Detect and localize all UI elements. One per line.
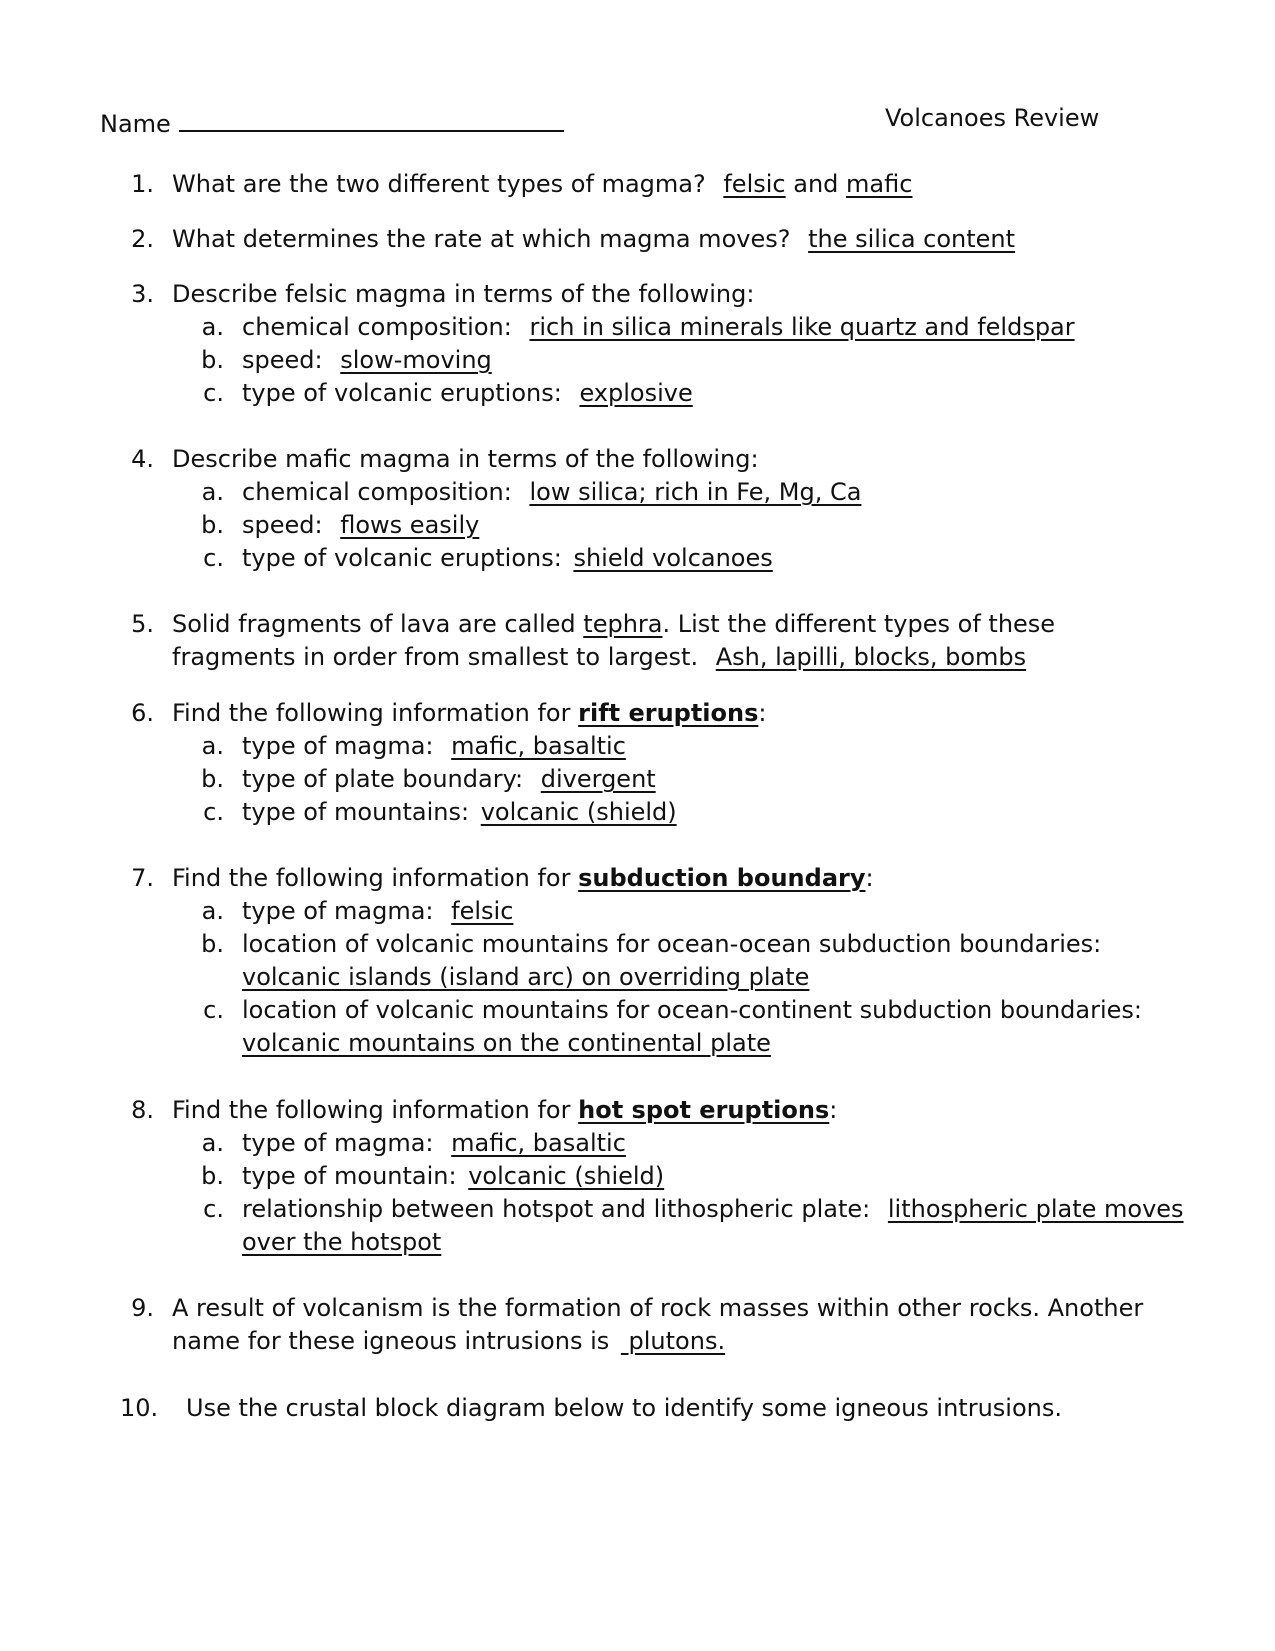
question-text: . List the different types of these	[662, 610, 1056, 638]
sub-letter: b.	[201, 346, 224, 374]
answer: felsic	[723, 170, 786, 198]
sub-label: chemical composition:	[242, 313, 512, 341]
topic-heading: rift eruptions	[578, 699, 759, 727]
question-2	[172, 225, 1015, 253]
answer: shield volcanoes	[573, 544, 773, 572]
question-5-cont	[172, 643, 1026, 671]
name-field[interactable]	[179, 104, 564, 132]
question-1	[172, 170, 912, 198]
sub-item	[242, 346, 492, 374]
sub-letter: a.	[201, 897, 224, 925]
question-text: name for these igneous intrusions is	[172, 1327, 610, 1355]
sub-item	[242, 897, 513, 925]
question-number: 10.	[120, 1394, 159, 1422]
question-number: 7.	[131, 864, 154, 892]
answer: slow-moving	[340, 346, 492, 374]
sub-item	[242, 511, 479, 539]
sub-item	[242, 544, 773, 572]
question-7	[172, 864, 874, 892]
sub-letter: a.	[201, 732, 224, 760]
conjunction: and	[793, 170, 839, 198]
question-text: A result of volcanism is the formation of rock masses within other rocks. Another	[172, 1294, 1144, 1322]
answer: volcanic mountains on the continental plate	[242, 1029, 771, 1057]
question-6	[172, 699, 767, 727]
topic-heading: hot spot eruptions	[578, 1096, 830, 1124]
answer: volcanic (shield)	[480, 798, 677, 826]
question-text: Describe mafic magma in terms of the following:	[172, 445, 759, 473]
question-8	[172, 1096, 837, 1124]
sub-letter: c.	[203, 379, 224, 407]
sub-letter: a.	[201, 1129, 224, 1157]
question-number: 5.	[131, 610, 154, 638]
sub-letter: c.	[203, 798, 224, 826]
name-line	[100, 104, 564, 138]
page-title: Volcanoes Review	[885, 104, 1100, 132]
question-text: fragments in order from smallest to largest.	[172, 643, 699, 671]
question-number: 9.	[131, 1294, 154, 1322]
sub-label: type of volcanic eruptions:	[242, 379, 562, 407]
sub-label: type of magma:	[242, 897, 434, 925]
sub-label: type of magma:	[242, 732, 434, 760]
sub-label: type of magma:	[242, 1129, 434, 1157]
answer: volcanic (shield)	[468, 1162, 665, 1190]
sub-item	[242, 1195, 1184, 1223]
sub-label: chemical composition:	[242, 478, 512, 506]
sub-letter: c.	[203, 1195, 224, 1223]
answer: divergent	[540, 765, 656, 793]
answer: tephra	[583, 610, 663, 638]
question-number: 2.	[131, 225, 154, 253]
question-number: 3.	[131, 280, 154, 308]
colon: :	[758, 699, 767, 727]
question-5	[172, 610, 1055, 638]
question-number: 4.	[131, 445, 154, 473]
sub-item	[242, 798, 677, 826]
question-text: What are the two different types of magma?	[172, 170, 706, 198]
sub-letter: a.	[201, 313, 224, 341]
sub-label: location of volcanic mountains for ocean-ocean subduction boundaries:	[242, 930, 1102, 958]
answer: Ash, lapilli, blocks, bombs	[715, 643, 1027, 671]
question-text: Use the crustal block diagram below to identify some igneous intrusions.	[186, 1394, 1062, 1422]
question-number: 6.	[131, 699, 154, 727]
answer: plutons.	[620, 1327, 726, 1355]
sub-label: speed:	[242, 511, 323, 539]
answer: mafic	[846, 170, 913, 198]
sub-letter: c.	[203, 996, 224, 1024]
answer: explosive	[579, 379, 693, 407]
answer: mafic, basaltic	[451, 1129, 626, 1157]
sub-item	[242, 732, 626, 760]
answer: lithospheric plate moves	[887, 1195, 1184, 1223]
sub-letter: a.	[201, 478, 224, 506]
sub-label: speed:	[242, 346, 323, 374]
answer: felsic	[451, 897, 514, 925]
topic-heading: subduction boundary	[578, 864, 866, 892]
question-text: Find the following information for	[172, 864, 571, 892]
sub-item	[242, 379, 693, 407]
sub-item	[242, 765, 656, 793]
sub-item	[242, 1129, 626, 1157]
sub-label: type of plate boundary:	[242, 765, 524, 793]
question-text: Solid fragments of lava are called	[172, 610, 576, 638]
sub-letter: b.	[201, 1162, 224, 1190]
question-number: 8.	[131, 1096, 154, 1124]
sub-label: relationship between hotspot and lithospheric plate:	[242, 1195, 871, 1223]
answer: mafic, basaltic	[451, 732, 626, 760]
question-number: 1.	[131, 170, 154, 198]
question-text: Describe felsic magma in terms of the following:	[172, 280, 755, 308]
sub-item	[242, 1162, 664, 1190]
question-text: Find the following information for	[172, 699, 571, 727]
colon: :	[829, 1096, 838, 1124]
sub-letter: b.	[201, 930, 224, 958]
answer: low silica; rich in Fe, Mg, Ca	[529, 478, 862, 506]
name-label: Name	[100, 110, 171, 138]
colon: :	[865, 864, 874, 892]
question-9-cont	[172, 1327, 725, 1355]
answer: the silica content	[808, 225, 1016, 253]
answer: rich in silica minerals like quartz and feldspar	[529, 313, 1075, 341]
answer: volcanic islands (island arc) on overriding plate	[242, 963, 810, 991]
sub-label: location of volcanic mountains for ocean-continent subduction boundaries:	[242, 996, 1142, 1024]
sub-item	[242, 313, 1075, 341]
sub-label: type of mountains:	[242, 798, 470, 826]
sub-letter: b.	[201, 765, 224, 793]
sub-label: type of mountain:	[242, 1162, 457, 1190]
answer: flows easily	[340, 511, 480, 539]
sub-letter: c.	[203, 544, 224, 572]
sub-item	[242, 478, 861, 506]
question-text: What determines the rate at which magma moves?	[172, 225, 791, 253]
sub-label: type of volcanic eruptions:	[242, 544, 562, 572]
question-text: Find the following information for	[172, 1096, 571, 1124]
sub-letter: b.	[201, 511, 224, 539]
answer: over the hotspot	[242, 1228, 442, 1256]
